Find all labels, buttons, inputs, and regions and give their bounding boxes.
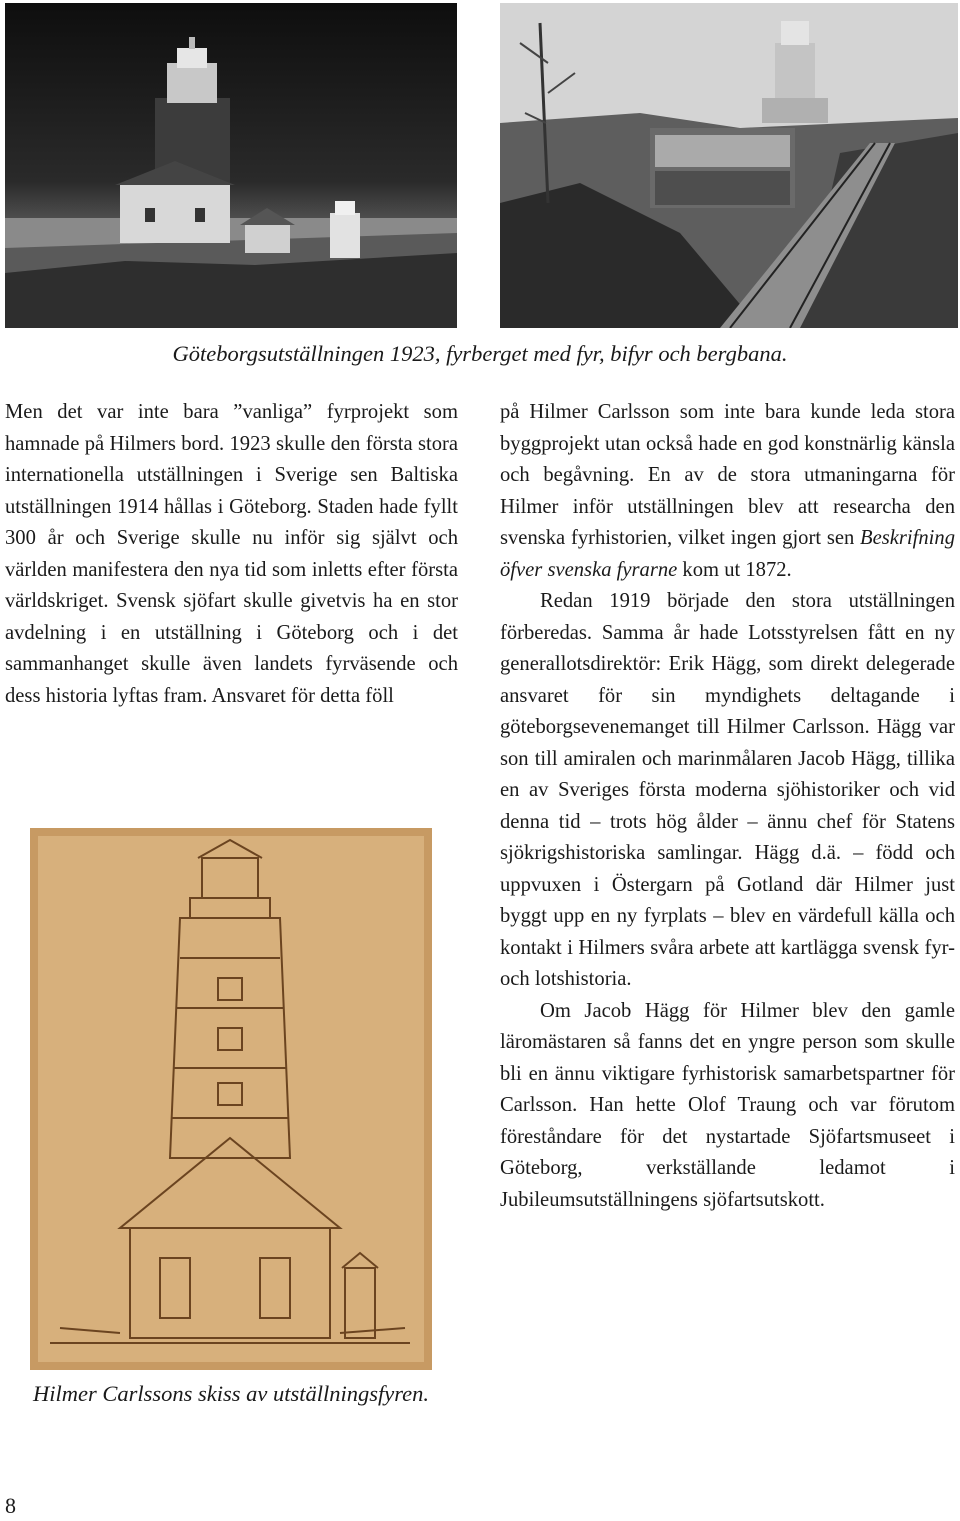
paragraph: Men det var inte bara ”vanliga” fyrprojekt som hamnade på Hilmers bord. 1923 skulle den första stora internationella utställningen i Sverige sen Baltiska utställningen 1914 hållas i Göteborg. Staden hade fyllt 300 år och Sverige skulle nu inför sig självt och världen manifestera den nya tid som inletts efter första världskriget. Svensk sjöfart skulle givetvis ha en stor avdelning i en utställning i Göteborg och i det sammanhanget skulle även landets fyrväsende och dess historia lyftas fram. Ansvaret för detta föll [5,401,458,707]
sketch-caption: Hilmer Carlssons skiss av utställningsfyren. [32,1381,430,1406]
funicular-photo [500,3,958,328]
paragraph: på Hilmer Carlsson som inte bara kunde leda stora byggprojekt utan också hade en god konstnärlig känsla och begåvning. En av de stora utmaningarna för Hilmer inför utställningen blev att researcha den svenska fyrhistorien, vilket ingen gjort sen Beskrifning öfver svenska fyrarne kom ut 1872. [500,401,955,581]
photo-caption: Göteborgsutställningen 1923, fyrberget med fyr, bifyr och bergbana. [172,341,788,366]
page-number: 8 [5,1493,16,1518]
paragraph: Om Jacob Hägg för Hilmer blev den gamle läromästaren så fanns det en yngre person som skulle bli en ännu viktigare fyrhistorisk samarbetspartner för Carlsson. Han hette Olof Traung och var förutom föreståndare för det nystartade Sjöfartsmuseet i Göteborg, verkställande ledamot i Jubileumsutställningens sjöfartsutskott. [500,999,955,1211]
text-column-right [500,397,955,1216]
text-column-left [5,397,458,712]
book-title: Beskrifning öfver svenska fyrarne [500,527,955,581]
lighthouse-sketch [30,828,432,1370]
lighthouse-photo [5,3,457,328]
paragraph: Redan 1919 började den stora utställningen förberedas. Samma år hade Lotsstyrelsen fått en ny generallotsdirektör: Erik Hägg, som direkt delegerade ansvaret för sin myndighets deltagande i göteborgsevenemanget till Hilmer Carlsson. Hägg var son till amiralen och marinmålaren Jacob Hägg, tillika en av Sveriges första moderna sjöhistoriker och vid denna tid – trots hög ålder – ännu chef för Statens sjökrigshistoriska samlingar. Hägg d.ä. – född och uppvuxen i Östergarn på Gotland där Hilmer just byggt upp en ny fyrplats – blev en värdefull källa och kontakt i Hilmers svåra arbete att kartlägga svensk fyr- och lotshistoria. [500,590,955,990]
